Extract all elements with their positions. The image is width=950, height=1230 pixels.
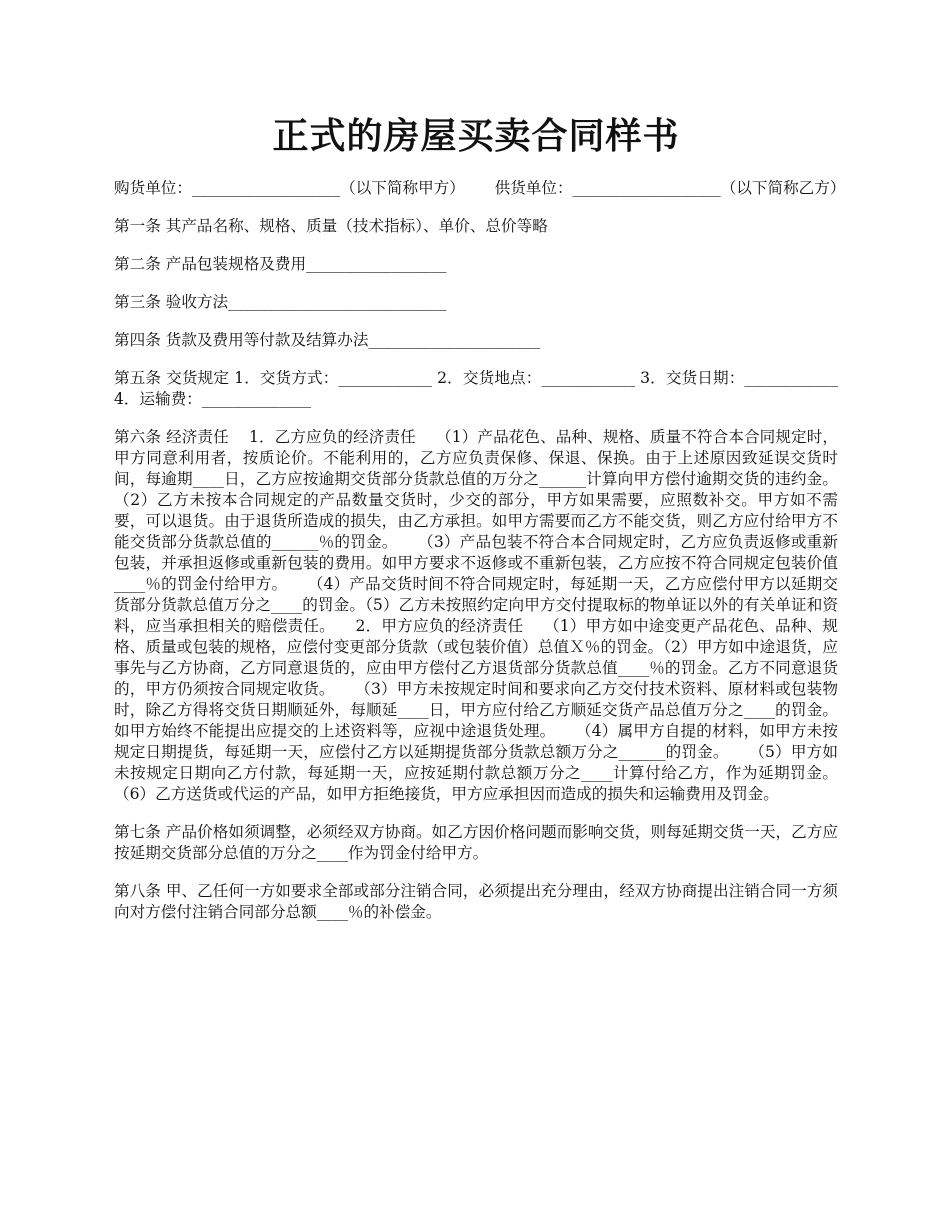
document-title: 正式的房屋买卖合同样书 [272,115,680,157]
paragraph-text: 第四条 货款及费用等付款及结算办法______________________ [114,331,540,349]
paragraph-text: 第八条 甲、乙任何一方如要求全部或部分注销合同，必须提出充分理由，经双方协商提出注销合同一方须向对方偿付注销合同部分总额____％的补偿金。 [114,882,838,921]
party-info-paragraph [114,178,846,199]
paragraph-text: 购货单位：___________________（以下简称甲方） 供货单位：___________________（以下简称乙方） [114,179,846,197]
paragraph-text: 第六条 经济责任 1．乙方应负的经济责任 （1）产品花色、品种、规格、质量不符合本合同规定时，甲方同意利用者，按质论价。不能利用的，乙方应负责保修、保退、保换。由于上述原因致延误交货时间，每逾期____日，乙方应按逾期交货部分货款总值的万分之______计算向甲方偿付逾期交货的违约金。 （2）乙方未按本合同规定的产品数量交货时，少交的部分，甲方如果需要，应照数补交。甲方如不需要，可以退货。由于退货所造成的损失，由乙方承担。如甲方需要而乙方不能交货，则乙方应付给甲方不能交货部分货款总值的______％的罚金。 （3）产品包装不符合本合同规定时，乙方应负责返修或重新包装，并承担返修或重新包装的费用。如甲方要求不返修或不重新包装，乙方应按不符合同规定包装价值____％的罚金付给甲方。 （4）产品交货时间不符合同规定时，每延期一天，乙方应偿付甲方以延期交货部分货款总值万分之____的罚金。（5）乙方未按照约定向甲方交付提取标的物单证以外的有关单证和资料，应当承担相关的赔偿责任。 2．甲方应负的经济责任 （1）甲方如中途变更产品花色、品种、规格、质量或包装的规格，应偿付变更部分货款（或包装价值）总值Ｘ％的罚金。（2）甲方如中途退货，应事先与乙方协商，乙方同意退货的，应由甲方偿付乙方退货部分货款总值____％的罚金。乙方不同意退货的，甲方仍须按合同规定收货。 （3）甲方未按规定时间和要求向乙方交付技术资料、原材料或包装物时，除乙方得将交货日期顺延外，每顺延____日，甲方应付给乙方顺延交货产品总值万分之____的罚金。如甲方始终不能提出应提交的上述资料等，应视中途退货处理。 （4）属甲方自提的材料，如甲方未按规定日期提货，每延期一天，应偿付乙方以延期提货部分货款总额万分之______的罚金。 （5）甲方如未按规定日期向乙方付款，每延期一天，应按延期付款总额万分之____计算付给乙方，作为延期罚金。 （6）乙方送货或代运的产品，如甲方拒绝接货，甲方应承担因而造成的损失和运输费用及罚金。 [114,428,858,803]
paragraph-text: 第二条 产品包装规格及费用__________________ [114,255,447,273]
article-1-paragraph [114,216,838,237]
article-5-paragraph [114,368,843,410]
article-4-paragraph [114,330,838,351]
paragraph-text: 第三条 验收方法____________________________ [114,293,447,311]
article-6-paragraph [114,427,858,805]
article-3-paragraph [114,292,838,313]
paragraph-text: 第七条 产品价格如须调整，必须经双方协商。如乙方因价格问题而影响交货，则每延期交货一天，乙方应按延期交货部分总值的万分之____作为罚金付给甲方。 [114,823,838,862]
article-8-paragraph [114,881,838,923]
article-7-paragraph [114,822,838,864]
article-2-paragraph [114,254,838,275]
paragraph-text: 第五条 交货规定 1．交货方式：____________ 2．交货地点：____________ 3．交货日期：____________ 4．运输费：______________ [114,369,843,408]
paragraph-text: 第一条 其产品名称、规格、质量（技术指标）、单价、总价等略 [114,217,548,235]
